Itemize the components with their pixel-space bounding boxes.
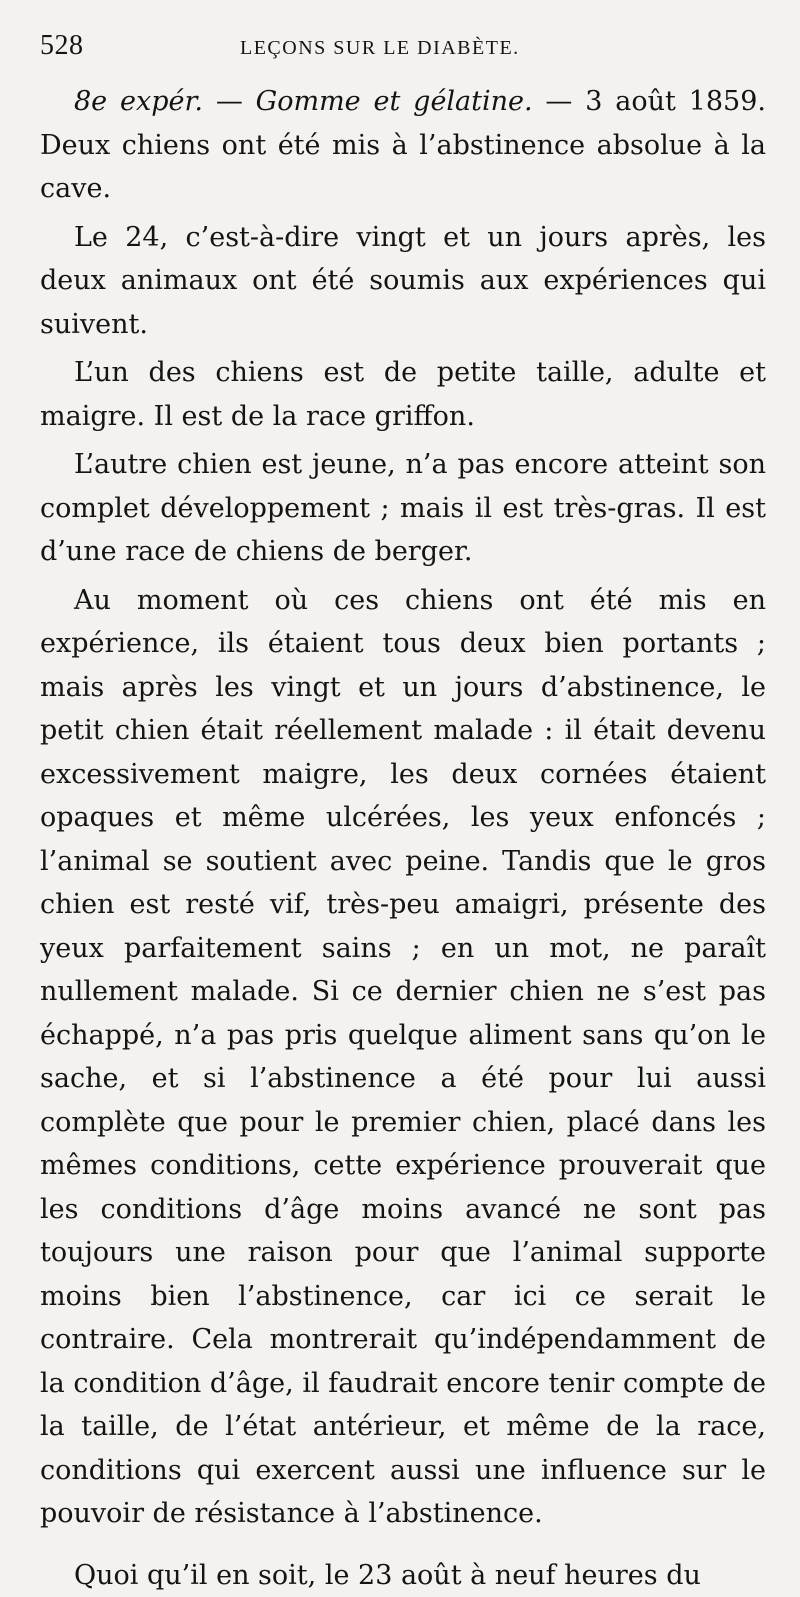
- paragraph: Au moment où ces chiens ont été mis en expérience, ils étaient tous deux bien portants ; mais après les vingt et un jours d’abstinence, le petit chien était réellement malade : il était devenu excessivement maigre, les deux cornées étaient opaques et même ulcérées, les yeux enfoncés ; l’animal se soutient avec peine. Tandis que le gros chien est resté vif, très-peu amaigri, présente des yeux parfaitement sains ; en un mot, ne paraît nullement malade. Si ce dernier chien ne s’est pas échappé, n’a pas pris quelque aliment sans qu’on le sache, et si l’abstinence a été pour lui aussi complète que pour le premier chien, placé dans les mêmes conditions, cette expérience prouverait que les conditions d’âge moins avancé ne sont pas toujours une raison pour que l’animal supporte moins bien l’abstinence, car ici ce serait le contraire. Cela montrerait qu’indépendamment de la condition d’âge, il faudrait encore tenir compte de la taille, de l’état antérieur, et même de la race, conditions qui exercent aussi une influence sur le pouvoir de résistance à l’abstinence.: [40, 579, 766, 1536]
- paragraph: Quoi qu’il en soit, le 23 août à neuf heures du: [40, 1554, 766, 1597]
- body-text: [40, 80, 766, 1597]
- paragraph-experiment-heading: [40, 80, 766, 211]
- running-title: LEÇONS SUR LE DIABÈTE.: [240, 37, 766, 60]
- dash-separator: —: [203, 86, 256, 117]
- paragraph: Le 24, c’est-à-dire vingt et un jours après, les deux animaux ont été soumis aux expériences qui suivent.: [40, 216, 766, 347]
- running-head: [40, 30, 766, 76]
- paragraph: L’autre chien est jeune, n’a pas encore atteint son complet développement ; mais il est très-gras. Il est d’une race de chiens de berger.: [40, 443, 766, 574]
- experiment-intro-text: — 3 août 1859. Deux chiens ont été mis à l’abstinence absolue à la cave.: [40, 86, 766, 204]
- page-number: 528: [40, 30, 240, 62]
- experiment-title: Gomme et gélatine.: [256, 86, 533, 117]
- experiment-number: 8e expér.: [74, 86, 203, 117]
- paragraph: L’un des chiens est de petite taille, adulte et maigre. Il est de la race griffon.: [40, 351, 766, 438]
